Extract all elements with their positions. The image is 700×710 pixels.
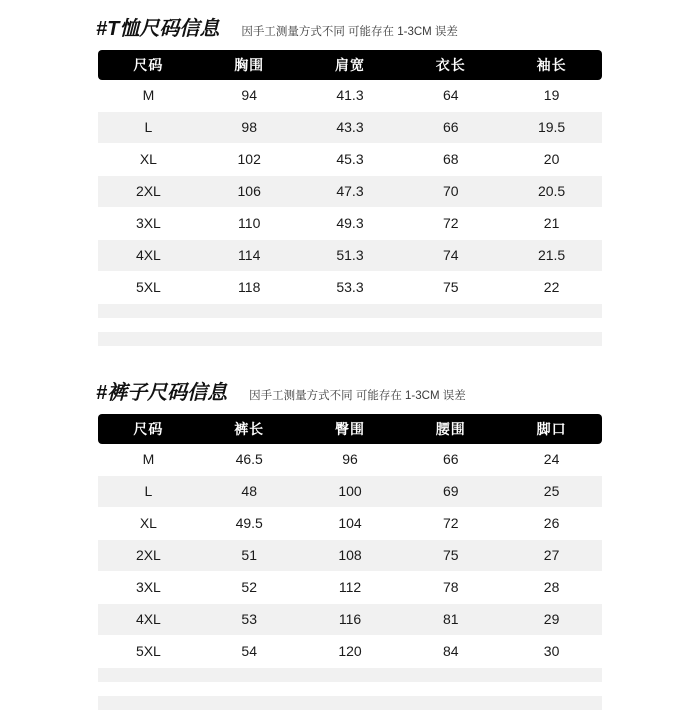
cell-value: 72: [400, 208, 501, 240]
cell-value: 30: [501, 636, 602, 668]
table-row: [98, 508, 602, 540]
cell-value: 21: [501, 208, 602, 240]
cell-size: 3XL: [98, 572, 199, 604]
cell-value: 49.5: [199, 508, 300, 540]
column-header: 臀围: [300, 414, 401, 444]
cell-size: 2XL: [98, 176, 199, 208]
pants-section-title: #裤子尺码信息: [96, 382, 228, 404]
cell-value: 84: [400, 636, 501, 668]
pants-measurement-note: 因手工测量方式不同 可能存在 1-3CM 误差: [249, 390, 466, 402]
cell-size: XL: [98, 144, 199, 176]
pants-size-table: [98, 414, 602, 668]
tshirt-table-head: [98, 50, 602, 80]
table-row: [98, 476, 602, 508]
pants-table-body: [98, 444, 602, 668]
cell-value: 106: [199, 176, 300, 208]
cell-size: 5XL: [98, 636, 199, 668]
table-header-row: [98, 50, 602, 80]
cell-value: 96: [300, 444, 401, 476]
cell-value: 74: [400, 240, 501, 272]
cell-value: 72: [400, 508, 501, 540]
cell-value: 112: [300, 572, 401, 604]
cell-value: 66: [400, 444, 501, 476]
column-header: 肩宽: [300, 50, 401, 80]
column-header: 裤长: [199, 414, 300, 444]
tshirt-table-wrap: [0, 50, 700, 346]
cell-value: 24: [501, 444, 602, 476]
tail-strip: [98, 332, 602, 346]
cell-value: 43.3: [300, 112, 401, 144]
table-row: [98, 540, 602, 572]
table-header-row: [98, 414, 602, 444]
cell-value: 53: [199, 604, 300, 636]
cell-value: 46.5: [199, 444, 300, 476]
table-row: [98, 144, 602, 176]
cell-value: 45.3: [300, 144, 401, 176]
pants-table-head: [98, 414, 602, 444]
cell-value: 98: [199, 112, 300, 144]
cell-value: 27: [501, 540, 602, 572]
pants-table-wrap: [0, 414, 700, 710]
pants-heading-row: [0, 376, 700, 405]
tshirt-size-section: [0, 12, 700, 346]
cell-size: 2XL: [98, 540, 199, 572]
cell-value: 51.3: [300, 240, 401, 272]
cell-value: 54: [199, 636, 300, 668]
cell-size: L: [98, 476, 199, 508]
tshirt-heading-row: [0, 12, 700, 41]
cell-value: 78: [400, 572, 501, 604]
cell-value: 52: [199, 572, 300, 604]
cell-value: 22: [501, 272, 602, 304]
table-row: [98, 572, 602, 604]
cell-value: 68: [400, 144, 501, 176]
cell-value: 64: [400, 80, 501, 112]
table-row: [98, 444, 602, 476]
tshirt-section-title: #T恤尺码信息: [96, 18, 220, 40]
cell-value: 25: [501, 476, 602, 508]
cell-size: M: [98, 80, 199, 112]
cell-size: XL: [98, 508, 199, 540]
cell-value: 75: [400, 540, 501, 572]
cell-value: 81: [400, 604, 501, 636]
tail-strip: [98, 318, 602, 332]
tshirt-table-body: [98, 80, 602, 304]
cell-size: 5XL: [98, 272, 199, 304]
cell-value: 114: [199, 240, 300, 272]
table-row: [98, 112, 602, 144]
cell-value: 47.3: [300, 176, 401, 208]
tail-strip: [98, 682, 602, 696]
cell-value: 48: [199, 476, 300, 508]
table-row: [98, 636, 602, 668]
cell-value: 49.3: [300, 208, 401, 240]
cell-value: 21.5: [501, 240, 602, 272]
cell-value: 70: [400, 176, 501, 208]
tail-strip: [98, 696, 602, 710]
section-gap: [0, 346, 700, 376]
cell-value: 20: [501, 144, 602, 176]
cell-value: 19: [501, 80, 602, 112]
column-header: 腰围: [400, 414, 501, 444]
column-header: 胸围: [199, 50, 300, 80]
cell-value: 29: [501, 604, 602, 636]
cell-value: 66: [400, 112, 501, 144]
tshirt-measurement-note: 因手工测量方式不同 可能存在 1-3CM 误差: [241, 26, 458, 38]
table-row: [98, 604, 602, 636]
top-spacer: [0, 0, 700, 12]
cell-value: 110: [199, 208, 300, 240]
cell-size: M: [98, 444, 199, 476]
table-row: [98, 176, 602, 208]
cell-value: 41.3: [300, 80, 401, 112]
cell-value: 100: [300, 476, 401, 508]
cell-value: 26: [501, 508, 602, 540]
cell-value: 102: [199, 144, 300, 176]
pants-table-tail: [98, 668, 602, 710]
tshirt-size-table: [98, 50, 602, 304]
table-row: [98, 80, 602, 112]
column-header: 衣长: [400, 50, 501, 80]
column-header: 袖长: [501, 50, 602, 80]
table-row: [98, 208, 602, 240]
tail-strip: [98, 668, 602, 682]
cell-value: 75: [400, 272, 501, 304]
cell-value: 19.5: [501, 112, 602, 144]
cell-value: 116: [300, 604, 401, 636]
cell-size: L: [98, 112, 199, 144]
pants-size-section: [0, 376, 700, 710]
cell-value: 51: [199, 540, 300, 572]
column-header: 尺码: [98, 50, 199, 80]
column-header: 尺码: [98, 414, 199, 444]
cell-value: 69: [400, 476, 501, 508]
cell-value: 28: [501, 572, 602, 604]
table-row: [98, 240, 602, 272]
cell-value: 120: [300, 636, 401, 668]
cell-size: 4XL: [98, 240, 199, 272]
cell-size: 4XL: [98, 604, 199, 636]
cell-value: 20.5: [501, 176, 602, 208]
column-header: 脚口: [501, 414, 602, 444]
cell-size: 3XL: [98, 208, 199, 240]
cell-value: 104: [300, 508, 401, 540]
cell-value: 94: [199, 80, 300, 112]
cell-value: 108: [300, 540, 401, 572]
table-row: [98, 272, 602, 304]
tail-strip: [98, 304, 602, 318]
cell-value: 118: [199, 272, 300, 304]
tshirt-table-tail: [98, 304, 602, 346]
cell-value: 53.3: [300, 272, 401, 304]
